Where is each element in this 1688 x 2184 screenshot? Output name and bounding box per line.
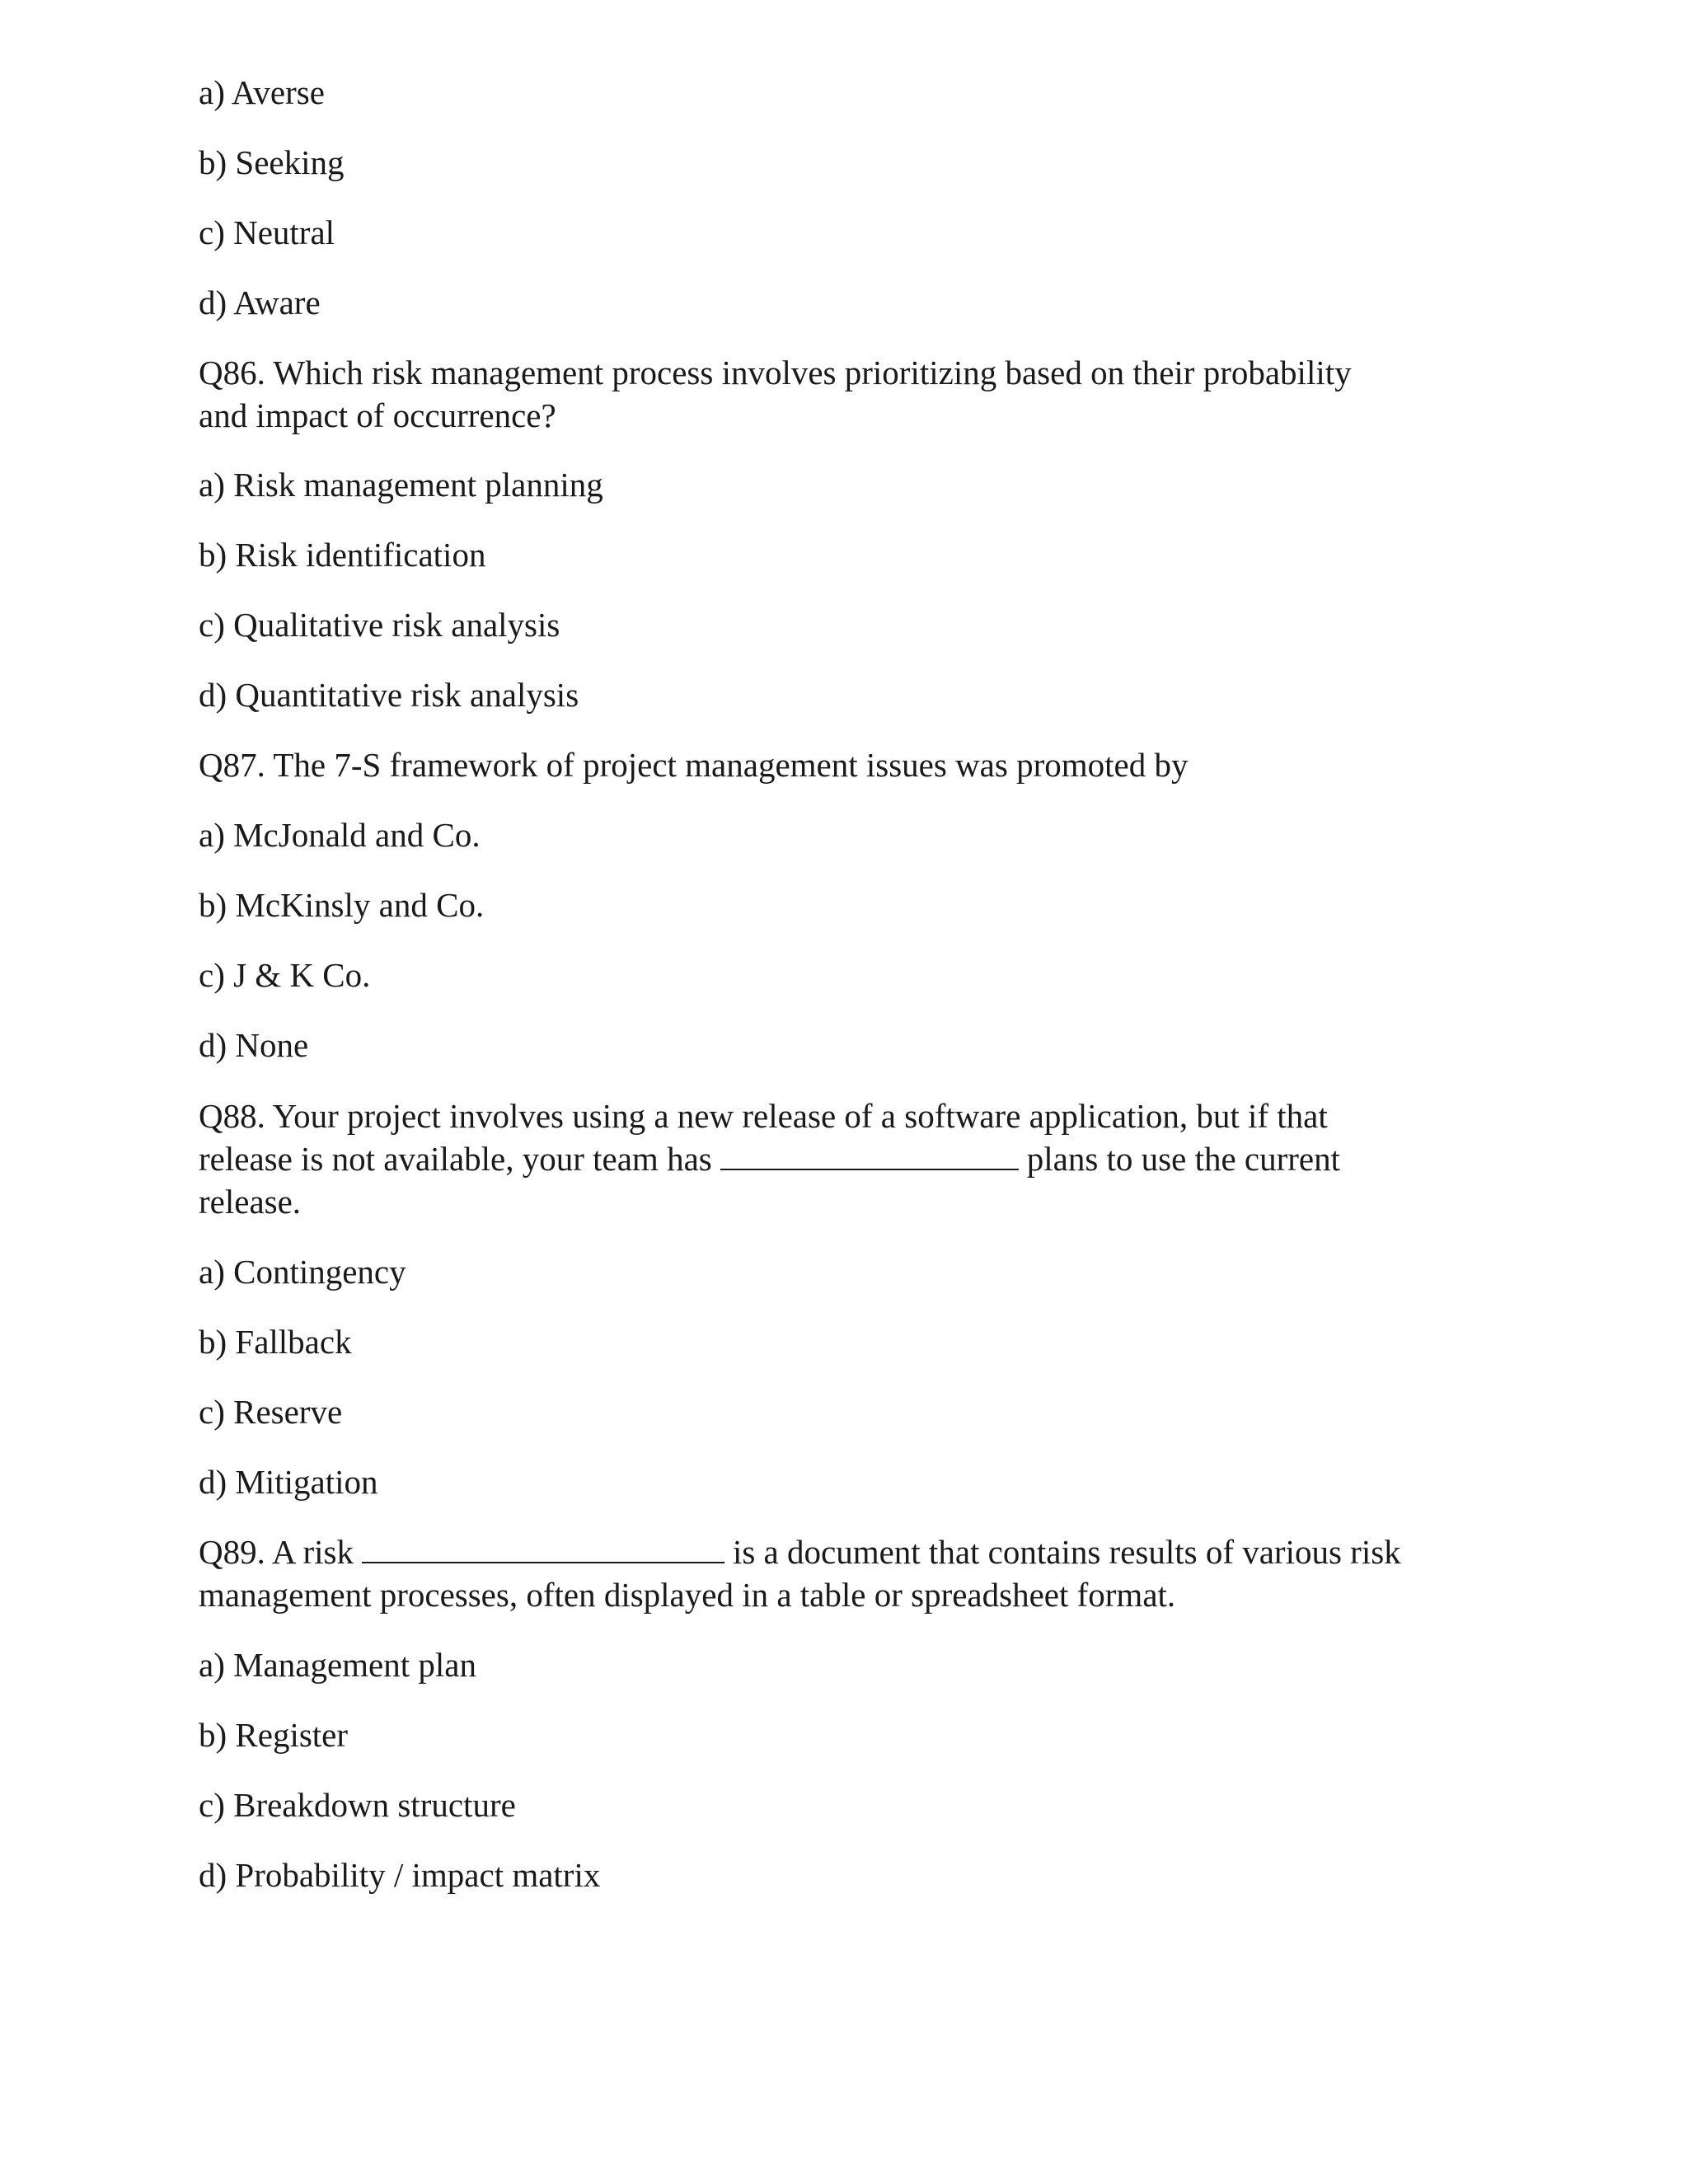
question-88-text-after-blank: plans to use the current [1026,1140,1341,1178]
question-86-line-1: Q86. Which risk management process involves prioritizing based on their probability [199,354,1352,391]
option-c: c) Neutral [199,213,335,251]
option-b: b) Risk identification [199,536,486,574]
option-b: b) Register [199,1716,349,1754]
question-89-text-after-blank: is a document that contains results of various risk [732,1533,1401,1571]
option-b: b) Seeking [199,143,345,181]
question-86-line-2: and impact of occurrence? [199,396,556,434]
option-d: d) Quantitative risk analysis [199,676,579,714]
question-88-line-1: Q88. Your project involves using a new release of a software application, but if that [199,1097,1328,1135]
answer-blank [720,1141,1019,1170]
option-a: a) Risk management planning [199,466,603,504]
option-d: d) None [199,1026,309,1064]
option-a: a) Management plan [199,1646,476,1684]
option-c: c) Reserve [199,1393,343,1431]
answer-blank [362,1534,724,1563]
option-b: b) McKinsly and Co. [199,886,485,924]
option-c: c) Qualitative risk analysis [199,606,560,644]
option-c: c) J & K Co. [199,956,371,994]
question-88-line-3: release. [199,1183,302,1221]
option-a: a) Contingency [199,1253,406,1291]
option-d: d) Mitigation [199,1463,378,1501]
option-b: b) Fallback [199,1323,352,1361]
option-c: c) Breakdown structure [199,1786,516,1824]
option-a: a) McJonald and Co. [199,816,481,854]
option-d: d) Aware [199,284,321,321]
question-89-line-1 [199,1530,1401,1573]
question-88-line-2 [199,1137,1340,1180]
option-a: a) Averse [199,73,325,111]
option-d: d) Probability / impact matrix [199,1856,601,1894]
question-87-line-1: Q87. The 7-S framework of project management issues was promoted by [199,746,1189,784]
question-89-line-2: management processes, often displayed in a table or spreadsheet format. [199,1576,1176,1614]
question-89-text-before-blank: Q89. A risk [199,1533,354,1571]
question-88-text-before-blank: release is not available, your team has [199,1140,712,1178]
